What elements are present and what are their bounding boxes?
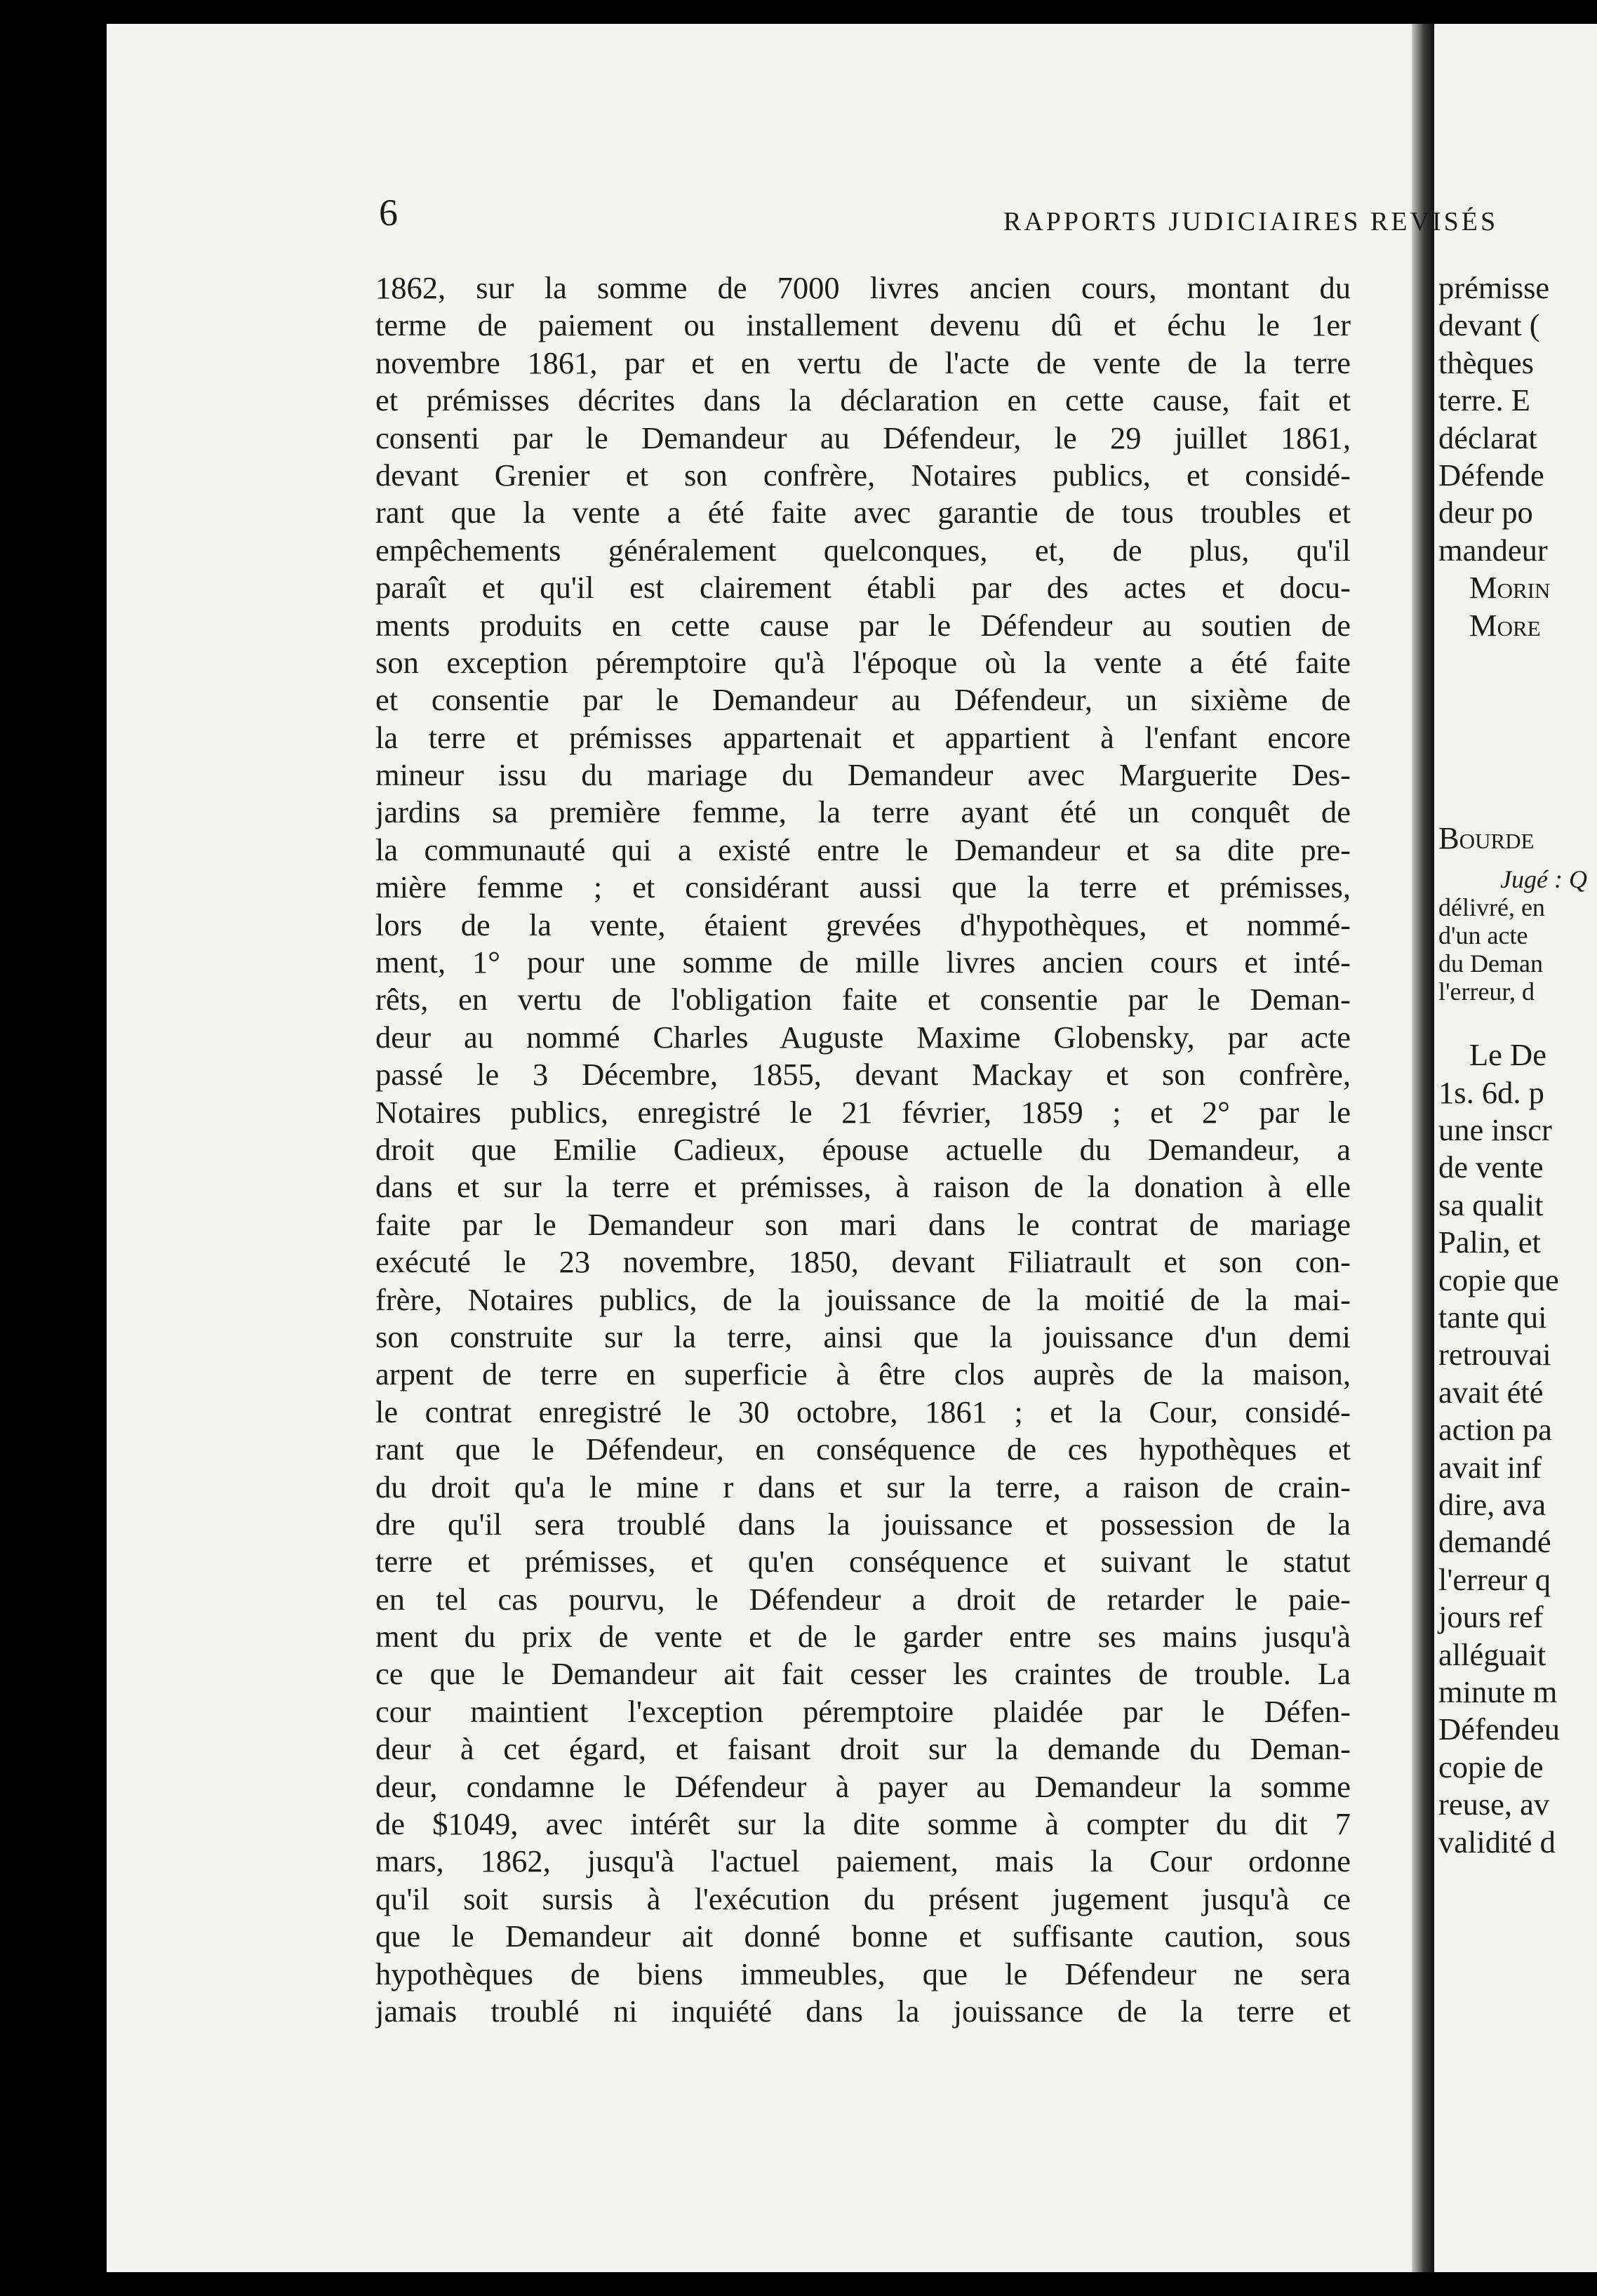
text-line: rant que la vente a été faite avec garantie de tous troubles et xyxy=(375,495,1351,530)
text-line: tante qui xyxy=(1438,1300,1547,1335)
spacer xyxy=(1438,644,1597,820)
text-line: action pa xyxy=(1438,1412,1552,1448)
text-line: dre qu'il sera troublé dans la jouissance et possession de la xyxy=(375,1506,1351,1542)
text-line: frère, Notaires publics, de la jouissance de la moitié de la mai- xyxy=(375,1281,1351,1317)
text-line: mandeur xyxy=(1438,532,1548,568)
text-line: Morin xyxy=(1469,570,1551,606)
text-line: le contrat enregistré le 30 octobre, 1861 ; et la Cour, considé- xyxy=(375,1394,1351,1429)
text-line: Palin, et xyxy=(1438,1224,1541,1260)
text-line: de vente xyxy=(1438,1149,1544,1185)
text-line: copie de xyxy=(1438,1749,1544,1784)
text-line: son exception péremptoire qu'à l'époque où la vente a été faite xyxy=(375,644,1351,680)
text-line: empêchements généralement quelconques, et, de plus, qu'il xyxy=(375,532,1351,568)
text-line: exécuté le 23 novembre, 1850, devant Filiatrault et son con- xyxy=(375,1244,1351,1280)
text-line: déclarat xyxy=(1438,420,1537,455)
text-line: avait été xyxy=(1438,1374,1544,1410)
text-line: jamais troublé ni inquiété dans la jouissance de la terre et xyxy=(375,1993,1351,2029)
case-caption: Bourde xyxy=(1438,820,1535,855)
text-line: cour maintient l'exception péremptoire plaidée par le Défen- xyxy=(375,1693,1351,1729)
text-line: ment, 1° pour une somme de mille livres ancien cours et inté- xyxy=(375,945,1351,980)
text-line: lors de la vente, étaient grevées d'hypothèques, et nommé- xyxy=(375,907,1351,942)
text-line: en tel cas pourvu, le Défendeur a droit de retarder le paie- xyxy=(375,1581,1351,1617)
text-line: copie que xyxy=(1438,1262,1559,1297)
right-column-text xyxy=(1438,269,1597,1861)
text-line: terre. E xyxy=(1438,382,1530,418)
text-line: rant que le Défendeur, en conséquence de ces hypothèques et xyxy=(375,1431,1351,1467)
judge-note-line: d'un acte xyxy=(1438,921,1528,950)
text-line: consenti par le Demandeur au Défendeur, le 29 juillet 1861, xyxy=(375,420,1351,455)
text-line: Défendeu xyxy=(1438,1711,1560,1747)
running-title: RAPPORTS JUDICIAIRES REVISÉS xyxy=(1003,207,1499,236)
text-line: et consentie par le Demandeur au Défendeur, un sixième de xyxy=(375,682,1351,718)
judge-note-line: délivré, en xyxy=(1438,893,1545,922)
text-line: Le De xyxy=(1469,1037,1546,1073)
text-line: ment du prix de vente et de le garder entre ses mains jusqu'à xyxy=(375,1619,1351,1655)
text-line: deur po xyxy=(1438,495,1533,530)
judge-note-line: du Deman xyxy=(1438,949,1543,978)
text-line: minute m xyxy=(1438,1674,1558,1709)
text-line: paraît et qu'il est clairement établi par des actes et docu- xyxy=(375,570,1351,606)
text-line: ce que le Demandeur ait fait cesser les craintes de trouble. La xyxy=(375,1656,1351,1692)
page-fold xyxy=(1412,24,1434,2272)
text-line: droit que Emilie Cadieux, épouse actuelle du Demandeur, a xyxy=(375,1131,1351,1167)
text-line: rêts, en vertu de l'obligation faite et consentie par le Deman- xyxy=(375,982,1351,1017)
text-line: dire, ava xyxy=(1438,1486,1546,1522)
text-line: mars, 1862, jusqu'à l'actuel paiement, mais la Cour ordonne xyxy=(375,1843,1351,1879)
text-line: prémisse xyxy=(1438,270,1550,305)
text-line: hypothèques de biens immeubles, que le Défendeur ne sera xyxy=(375,1956,1351,1991)
text-line: que le Demandeur ait donné bonne et suffisante caution, sous xyxy=(375,1918,1351,1954)
text-line: 1862, sur la somme de 7000 livres ancien cours, montant du xyxy=(375,270,1351,305)
text-line: mineur issu du mariage du Demandeur avec Marguerite Des- xyxy=(375,757,1351,793)
text-line: More xyxy=(1469,607,1541,643)
text-line: la communauté qui a existé entre le Demandeur et sa dite pre- xyxy=(375,832,1351,867)
judge-note-line: l'erreur, d xyxy=(1438,977,1535,1006)
text-line: devant ( xyxy=(1438,307,1540,343)
text-line: faite par le Demandeur son mari dans le contrat de mariage xyxy=(375,1206,1351,1242)
text-line: l'erreur q xyxy=(1438,1561,1551,1597)
text-line: son construite sur la terre, ainsi que la jouissance d'un demi xyxy=(375,1319,1351,1354)
text-line: Notaires publics, enregistré le 21 février, 1859 ; et 2° par le xyxy=(375,1094,1351,1130)
left-column-text xyxy=(375,269,1351,2030)
text-line: reuse, av xyxy=(1438,1787,1550,1822)
text-line: 1s. 6d. p xyxy=(1438,1074,1544,1110)
text-line: alléguait xyxy=(1438,1636,1546,1672)
text-line: validité d xyxy=(1438,1824,1556,1860)
text-line: demandé xyxy=(1438,1524,1551,1560)
text-line: deur au nommé Charles Auguste Maxime Globensky, par acte xyxy=(375,1019,1351,1055)
text-line: avait inf xyxy=(1438,1449,1542,1485)
text-line: jardins sa première femme, la terre ayant été un conquêt de xyxy=(375,794,1351,830)
text-line: sa qualit xyxy=(1438,1187,1544,1222)
judge-note-line: Jugé : Q xyxy=(1500,865,1587,894)
text-line: ments produits en cette cause par le Défendeur au soutien de xyxy=(375,607,1351,643)
spacer xyxy=(1438,857,1597,865)
text-line: deur, condamne le Défendeur à payer au Demandeur la somme xyxy=(375,1768,1351,1804)
text-line: passé le 3 Décembre, 1855, devant Mackay et son confrère, xyxy=(375,1057,1351,1093)
text-line: du droit qu'a le mine r dans et sur la terre, a raison de crain- xyxy=(375,1469,1351,1504)
text-line: dans et sur la terre et prémisses, à raison de la donation à elle xyxy=(375,1169,1351,1205)
text-line: deur à cet égard, et faisant droit sur la demande du Deman- xyxy=(375,1731,1351,1767)
text-line: devant Grenier et son confrère, Notaires publics, et considé- xyxy=(375,457,1351,493)
text-line: novembre 1861, par et en vertu de l'acte de vente de la terre xyxy=(375,345,1351,380)
text-line: arpent de terre en superficie à être clos auprès de la maison, xyxy=(375,1356,1351,1392)
text-line: terme de paiement ou installement devenu dû et échu le 1er xyxy=(375,307,1351,343)
text-line: retrouvai xyxy=(1438,1337,1551,1373)
text-line: une inscr xyxy=(1438,1112,1552,1148)
text-line: thèques xyxy=(1438,345,1534,380)
spacer xyxy=(1438,1006,1597,1036)
text-line: Défende xyxy=(1438,457,1544,493)
text-line: mière femme ; et considérant aussi que la terre et prémisses, xyxy=(375,869,1351,905)
text-line: la terre et prémisses appartenait et appartient à l'enfant encore xyxy=(375,719,1351,755)
text-line: et prémisses décrites dans la déclaration en cette cause, fait et xyxy=(375,382,1351,418)
text-line: de $1049, avec intérêt sur la dite somme à compter du dit 7 xyxy=(375,1806,1351,1842)
text-line: jours ref xyxy=(1438,1599,1544,1635)
text-line: qu'il soit sursis à l'exécution du présent jugement jusqu'à ce xyxy=(375,1881,1351,1916)
text-line: terre et prémisses, et qu'en conséquence et suivant le statut xyxy=(375,1544,1351,1580)
page-number: 6 xyxy=(379,192,398,234)
